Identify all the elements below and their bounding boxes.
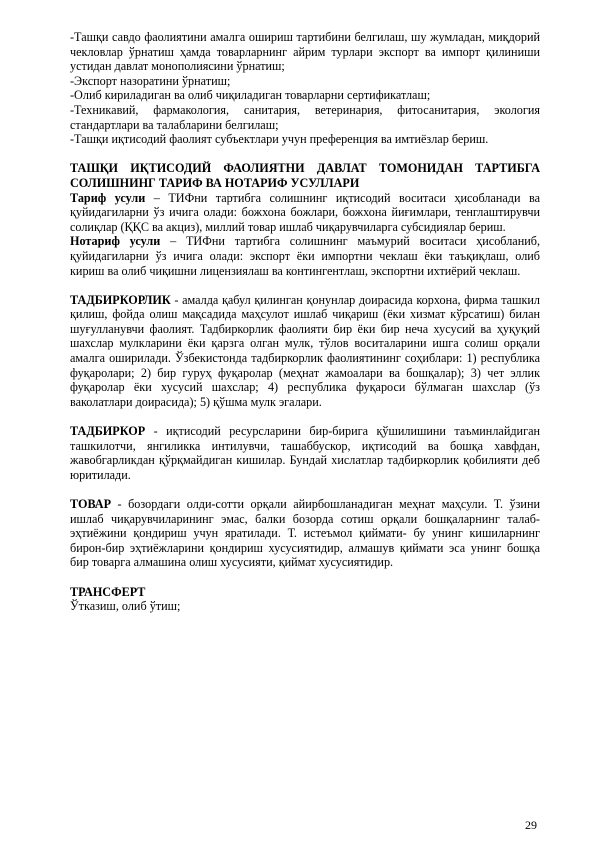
nontariff-term: Нотариф усули — [70, 234, 161, 249]
nontariff-text: – ТИФни тартибга солишнинг маъмурий воситаси ҳисобланиб, қуйидагиларни ўз ичига олади: экспорт ёки импортни чеклаш ёки таъқиқлаш, олиб кириш ва олиб чиқишни лицензиялаш ва контингентлаш, экспортни ихтиёрий чеклаш. — [70, 234, 540, 278]
tariff-term: Тариф усули — [70, 190, 146, 205]
entrepreneurship-paragraph — [70, 293, 540, 410]
list-item: -Ташқи савдо фаолиятини амалга ошириш тартибини белгилаш, шу жумладан, миқдорий чекловлар ўрнатиш ҳамда товарларнинг айрим турлари экспорт ва импорт қилиниши устидан давлат монополиясини ўрнатиш; — [70, 30, 540, 74]
entrepreneur-term: ТАДБИРКОР — [70, 424, 146, 439]
list-item: -Ташқи иқтисодий фаолият субъектлари учун преференция ва имтиёзлар бериш. — [70, 132, 489, 147]
transfer-text: Ўтказиш, олиб ўтиш; — [70, 599, 181, 614]
intro-list — [70, 30, 540, 147]
list-item: -Экспорт назоратини ўрнатиш; — [70, 73, 231, 88]
nontariff-paragraph — [70, 234, 540, 278]
document-page — [70, 30, 540, 614]
entrepreneur-text: - иқтисодий ресурсларини бир-бирига қўшилишини таъминлайдиган ташкилотчи, янгиликка интилувчи, ташаббускор, иқтисодий ва бошқа хавфдан, жавобгарликдан қўрқмайдиган кишилар. Бундай хислатлар тадбиркорлик қобилияти деб юритилади. — [70, 424, 540, 482]
goods-term: ТОВАР — [70, 497, 112, 511]
section-heading: ТАШҚИ ИҚТИСОДИЙ ФАОЛИЯТНИ ДАВЛАТ ТОМОНИДАН ТАРТИБГА СОЛИШНИНГ ТАРИФ ВА НОТАРИФ УСУЛЛАРИ — [70, 161, 540, 190]
list-item: -Техникавий, фармакология, санитария, ветеринария, фитосанитария, экология стандартлари ва талабларини белгилаш; — [70, 102, 540, 132]
tariff-paragraph — [70, 191, 540, 235]
list-item: -Олиб кириладиган ва олиб чиқиладиган товарларни сертификатлаш; — [70, 88, 431, 103]
goods-text: - бозордаги олди-сотти орқали айирбошланадиган меҳнат маҳсули. Т. ўзини ишлаб чиқарувчиларининг эмас, балки бозорда сотиш орқали бошқаларнинг талаб-эҳтиёжини қондириш учун яратилади. Т. истеъмол қиймати- бу унинг кишиларнинг бирон-бир эҳтиёжларини қондириш хусусиятидир, алмашув қиймати эса унинг бошқа бир товарга алмашина олиш хусусияти, қиймат хусусиятидир. — [70, 497, 540, 570]
tariff-text: – ТИФни тартибга солишнинг иқтисодий воситаси ҳисобланади ва қуйидагиларни ўз ичига олади: божхона божлари, божхона йиғимлари, тенглаштирувчи солиқлар (ҚҚС ва акциз), миллий товар ишлаб чиқарувчиларга субсидиялар бериш. — [70, 190, 540, 234]
page-number: 29 — [525, 818, 537, 832]
transfer-term: ТРАНСФЕРТ — [70, 584, 146, 599]
entrepreneurship-text: - амалда қабул қилинган қонунлар доирасида корхона, фирма ташкил қилиш, фойда олиш мақсадида маҳсулот ишлаб чиқариш (ёки хизмат кўрсатиш) билан шуғулланувчи фаолият. Тадбиркорлик фаолияти бир ёки бир неча хусусий ва ҳуқуқий шахслар мулкларини ёки қарзга олган мулк, тўлов воситаларини ишга солиш орқали амалга оширилади. Ўзбекистонда тадбиркорлик фаолиятининг соҳиблари: 1) республика фуқаролари; 2) бир гуруҳ фуқаролар (меҳнат жамоалари ва бошқалар); 3) чет эллик фуқаролар ёки хусусий шахслар; 4) республика фуқароси бўлмаган шахслар (ўз ваколатлари доирасида); 5) қўшма мулк эгалари. — [70, 292, 540, 409]
entrepreneur-paragraph — [70, 424, 540, 482]
entrepreneurship-term: ТАДБИРКОРЛИК — [70, 292, 171, 307]
goods-paragraph — [70, 497, 540, 570]
